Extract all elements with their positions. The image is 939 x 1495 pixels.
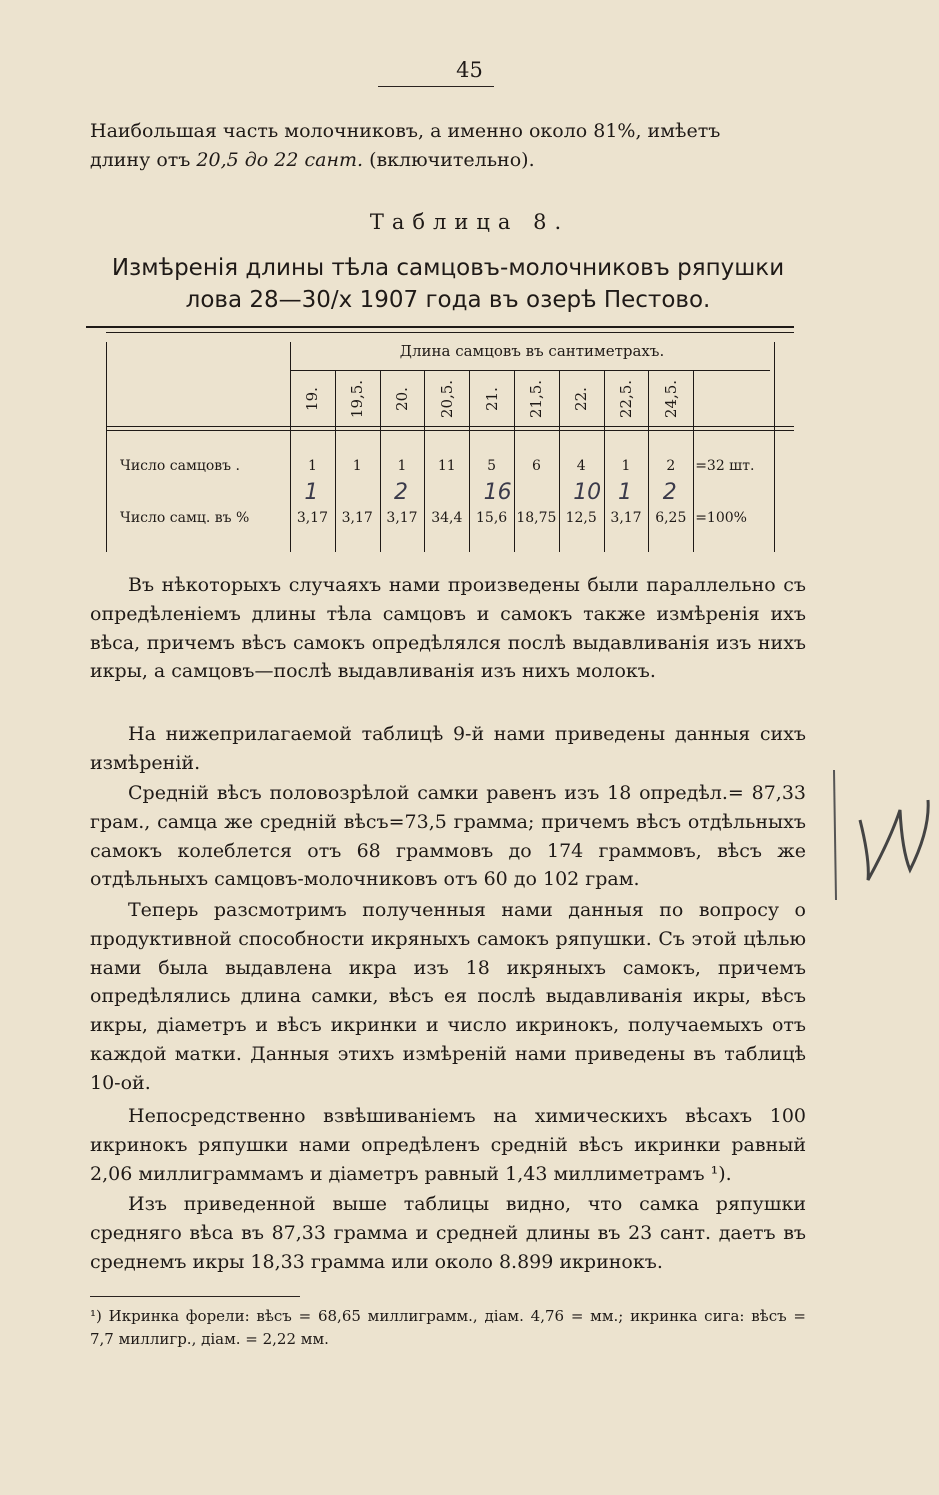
paragraph-2: На нижеприлагаемой таблицѣ 9-й нами приведены данныя сихъ измѣреній. [90,723,806,774]
table-top-rule [86,326,794,328]
header-bottom-rule-2 [106,430,794,431]
table-cell: 2 [666,458,676,474]
handwritten-note: 10 [573,480,602,505]
table-cell: 18,75 [516,510,557,526]
table-cell: 4 [576,458,586,474]
margin-handwritten-mark [830,760,939,910]
table-cell: 6 [531,458,541,474]
paragraph-5: Непосредственно взвѣшиваніемъ на химическихъ вѣсахъ 100 икринокъ ряпушки нами опредѣленъ средній вѣсъ икринки равный 2,06 миллиграммамъ и діаметръ равный 1,43 миллиметрамъ ¹). [90,1105,806,1185]
column-header: 21,5. [527,379,546,419]
handwritten-note: 1 [618,480,632,505]
table-cell: 6,25 [655,510,687,526]
handwritten-note: 1 [304,480,319,505]
row-label: Число самц. въ % [120,510,250,526]
table-title [90,252,806,316]
column-header: 22. [572,387,591,411]
column-header: 22,5. [617,379,635,419]
table-group-header: Длина самцовъ въ сантиметрахъ. [399,342,665,360]
table-cell: 1 [352,458,362,474]
table-cell: 15,6 [476,510,508,526]
table-cell: 3,17 [296,510,328,526]
paragraph-1: Въ нѣкоторыхъ случаяхъ нами произведены были параллельно съ опредѣленіемъ длины тѣла самцовъ и самокъ также измѣренія ихъ вѣса, причемъ вѣсъ самокъ опредѣлялся послѣ выдавливанія изъ нихъ икры, а самцовъ—послѣ выдавливанія изъ нихъ молокъ. [90,574,806,683]
table-title-line1: Измѣренія длины тѣла самцовъ-молочниковъ ряпушки [111,255,785,281]
table-left-border [106,342,107,552]
page-number: 45 [456,58,483,82]
table-cell: 12,5 [565,510,597,526]
column-header: 24,5. [661,379,680,419]
intro-line2-prefix: длину отъ [90,148,197,171]
paragraph-6: Изъ приведенной выше таблицы видно, что самка ряпушки средняго вѣса въ 87,33 грамма и средней длины въ 23 сант. даетъ въ среднемъ икры 18,33 грамма или около 8.899 икринокъ. [90,1193,806,1273]
table-cell: 11 [437,458,456,474]
handwritten-note: 2 [662,480,677,505]
column-header: 19. [303,387,322,411]
table-cell: 34,4 [431,510,463,526]
intro-line2-suffix: (включительно). [363,148,535,171]
handwritten-note: 16 [483,480,512,505]
row-label: Число самцовъ . [120,458,240,474]
intro-paragraph [90,117,806,175]
column-header: 21. [482,387,501,411]
table-top-rule-thin [106,332,794,333]
row-total: =32 шт. [695,458,755,474]
table-8 [86,326,794,552]
table-cell: 3,17 [610,510,642,526]
intro-line2-italic: 20,5 до 22 сант. [196,148,364,171]
intro-line1: Наибольшая часть молочниковъ, а именно около 81%, имѣетъ [90,120,721,142]
footnote: ¹) Икринка форели: вѣсъ = 68,65 миллиграмм., діам. 4,76 = мм.; икринка сига: вѣсъ = 7,7 миллигр., діам. = 2,22 мм. [90,1307,806,1348]
column-header: 20,5. [437,379,456,419]
column-header: 19,5. [348,379,367,419]
paragraph-4: Теперь разсмотримъ полученныя нами данныя по вопросу о продуктивной способности икряныхъ самокъ ряпушки. Съ этой цѣлью нами была выдавлена икра изъ 18 икряныхъ самокъ, причемъ опредѣлялись длина самки, вѣсъ ея послѣ выдавливанія икры, вѣсъ икры, діаметръ и вѣсъ икринки и число икринокъ, получаемыхъ отъ каждой матки. Данныя этихъ измѣреній нами приведены въ таблицѣ 10-ой. [90,899,806,1094]
column-header: 20. [393,387,411,411]
row-total: =100% [695,510,747,526]
table-title-line2: лова 28—30/x 1907 года въ озерѣ Пестово. [185,287,711,313]
table-cell: 3,17 [341,510,373,526]
table-cell: 3,17 [386,510,418,526]
page-number-rule [378,86,494,87]
handwritten-note: 2 [394,480,408,505]
paragraph-3: Средній вѣсъ половозрѣлой самки равенъ изъ 18 опредѣл.= 87,33 грам., самца же средній вѣсъ=73,5 грамма; причемъ вѣсъ отдѣльныхъ самокъ колеблется отъ 68 граммовъ до 174 граммовъ, вѣсъ же отдѣльныхъ самцовъ-молочниковъ отъ 60 до 102 грам. [90,782,806,891]
table-cell: 1 [307,458,317,474]
table-cell: 5 [487,458,497,474]
table-cell: 1 [397,458,407,474]
table-label: Таблица 8. [369,210,570,234]
table-cell: 1 [621,458,631,474]
footnote-rule [90,1296,300,1297]
